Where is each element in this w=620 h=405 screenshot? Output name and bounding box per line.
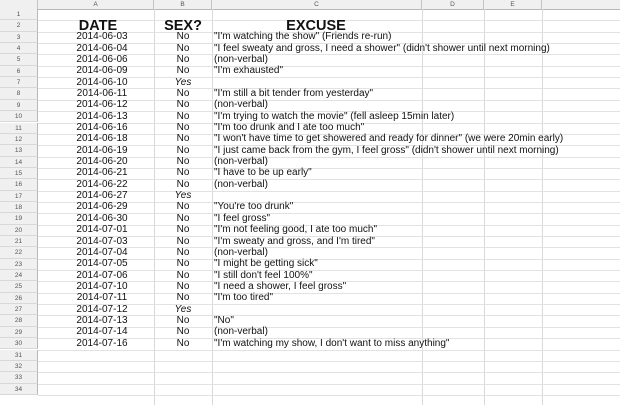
grid-line [38,350,620,351]
sex-cell[interactable]: No [176,280,190,292]
select-all-corner[interactable] [0,0,38,9]
date-cell[interactable]: 2014-06-19 [76,144,128,156]
excuse-cell[interactable]: (non-verbal) [214,156,268,168]
sex-cell[interactable]: No [176,212,190,224]
row-header[interactable]: 23 [0,259,38,270]
row-header[interactable]: 22 [0,247,38,258]
row-header[interactable]: 14 [0,157,38,168]
row-header[interactable]: 26 [0,293,38,304]
sex-cell[interactable]: No [176,144,190,156]
excuse-cell[interactable]: "I'm not feeling good, I ate too much" [214,224,377,236]
sex-cell[interactable]: No [176,31,190,43]
sex-cell[interactable]: No [176,201,190,213]
date-cell[interactable]: 2014-06-29 [76,201,128,213]
date-cell[interactable]: 2014-07-05 [76,258,128,270]
sex-cell[interactable]: No [176,53,190,65]
date-cell[interactable]: 2014-06-18 [76,133,128,145]
date-cell[interactable]: 2014-07-16 [76,337,128,349]
date-cell[interactable]: 2014-07-03 [76,235,128,247]
row-header[interactable]: 19 [0,213,38,224]
header-excuse[interactable]: EXCUSE [286,18,346,35]
grid-line [542,9,543,405]
grid-line [484,9,485,405]
excuse-cell[interactable]: "I feel gross" [214,212,271,224]
row-header[interactable]: 25 [0,281,38,292]
excuse-cell[interactable]: "I'm watching the show" (Friends re-run) [214,31,392,43]
grid-line [38,395,620,396]
sex-cell[interactable]: No [176,99,190,111]
date-cell[interactable]: 2014-07-06 [76,269,128,281]
column-header-e[interactable]: E [484,0,542,9]
date-cell[interactable]: 2014-06-12 [76,99,128,111]
excuse-cell[interactable]: "I feel sweaty and gross, I need a shower" (didn't shower until next morning) [214,42,550,54]
row-header[interactable]: 16 [0,179,38,190]
date-cell[interactable]: 2014-07-14 [76,326,128,338]
sex-cell[interactable]: No [176,42,190,54]
sex-cell[interactable]: Yes [174,303,192,315]
excuse-cell[interactable]: (non-verbal) [214,178,268,190]
sex-cell[interactable]: No [176,258,190,270]
sex-cell[interactable]: No [176,178,190,190]
row-header[interactable]: 32 [0,361,38,372]
date-cell[interactable]: 2014-06-21 [76,167,128,179]
date-cell[interactable]: 2014-07-13 [76,314,128,326]
excuse-cell[interactable]: (non-verbal) [214,53,268,65]
grid-line [38,361,620,362]
sex-cell[interactable]: No [176,65,190,77]
row-header[interactable]: 4 [0,43,38,54]
excuse-cell[interactable]: "No" [214,314,234,326]
sex-cell[interactable]: No [176,337,190,349]
sex-cell[interactable]: Yes [174,76,192,88]
excuse-cell[interactable]: (non-verbal) [214,326,268,338]
excuse-cell[interactable]: "I'm sweaty and gross, and I'm tired" [214,235,375,247]
row-header[interactable]: 6 [0,66,38,77]
row-header[interactable]: 5 [0,54,38,65]
excuse-cell[interactable]: "I'm still a bit tender from yesterday" [214,87,374,99]
date-cell[interactable]: 2014-06-09 [76,65,128,77]
excuse-cell[interactable]: "I'm trying to watch the movie" (fell asleep 15min later) [214,110,455,122]
date-cell[interactable]: 2014-07-10 [76,280,128,292]
date-cell[interactable]: 2014-06-22 [76,178,128,190]
row-header[interactable]: 11 [0,123,38,134]
date-cell[interactable]: 2014-07-01 [76,224,128,236]
row-header[interactable]: 28 [0,315,38,326]
cell-grid[interactable] [38,9,620,405]
excuse-cell[interactable]: "I have to be up early" [214,167,312,179]
date-cell[interactable]: 2014-06-10 [76,76,128,88]
sex-cell[interactable]: No [176,292,190,304]
date-cell[interactable]: 2014-07-11 [76,292,128,304]
row-header[interactable]: 12 [0,134,38,145]
excuse-cell[interactable]: "I'm watching my show, I don't want to miss anything" [214,337,450,349]
row-header[interactable]: 8 [0,88,38,99]
excuse-cell[interactable]: "I just came back from the gym, I feel gross" (didn't shower until next morning) [214,144,559,156]
sex-cell[interactable]: Yes [174,190,192,202]
sex-cell[interactable]: No [176,122,190,133]
excuse-cell[interactable]: "I won't have time to get showered and ready for dinner" (we were 20min early) [214,133,564,145]
sex-cell[interactable]: No [176,133,190,145]
sex-cell[interactable]: No [176,110,190,122]
row-header[interactable]: 7 [0,77,38,88]
date-cell[interactable]: 2014-07-12 [76,303,128,315]
sex-cell[interactable]: No [176,87,190,99]
excuse-cell[interactable]: "I'm exhausted" [214,65,284,77]
row-header[interactable]: 3 [0,32,38,43]
date-cell[interactable]: 2014-06-16 [76,122,128,133]
date-cell[interactable]: 2014-06-13 [76,110,128,122]
sex-cell[interactable]: No [176,326,190,338]
column-header-d[interactable]: D [422,0,484,9]
excuse-cell[interactable]: (non-verbal) [214,99,268,111]
sex-cell[interactable]: No [176,167,190,179]
sex-cell[interactable]: No [176,314,190,326]
row-header[interactable]: 2 [0,20,38,31]
grid-line [38,384,620,385]
excuse-cell[interactable]: "You're too drunk" [214,201,294,213]
grid-line [38,372,620,373]
sex-cell[interactable]: No [176,235,190,247]
column-header-b[interactable]: B [154,0,212,9]
column-header-c[interactable]: C [212,0,422,9]
date-cell[interactable]: 2014-06-03 [76,31,128,43]
row-header[interactable]: 21 [0,236,38,247]
sex-cell[interactable]: No [176,156,190,168]
excuse-cell[interactable]: (non-verbal) [214,246,268,258]
date-cell[interactable]: 2014-06-06 [76,53,128,65]
row-header[interactable]: 15 [0,168,38,179]
date-cell[interactable]: 2014-06-20 [76,156,128,168]
excuse-cell[interactable]: "I still don't feel 100%" [214,269,313,281]
row-header[interactable]: 10 [0,111,38,122]
row-header[interactable]: 20 [0,225,38,236]
header-sex[interactable]: SEX? [164,18,202,35]
column-header-a[interactable]: A [38,0,154,9]
date-cell[interactable]: 2014-06-11 [76,87,128,99]
excuse-cell[interactable]: "I'm too tired" [214,292,274,304]
row-header[interactable]: 9 [0,100,38,111]
sex-cell[interactable]: No [176,269,190,281]
row-header[interactable]: 17 [0,191,38,202]
row-header[interactable]: 30 [0,338,38,349]
sex-cell[interactable]: No [176,246,190,258]
date-cell[interactable]: 2014-06-30 [76,212,128,224]
row-header[interactable]: 18 [0,202,38,213]
row-header[interactable]: 24 [0,270,38,281]
grid-line [212,9,213,405]
row-header[interactable]: 13 [0,145,38,156]
row-header[interactable]: 34 [0,384,38,395]
row-header[interactable]: 27 [0,304,38,315]
row-header[interactable]: 33 [0,372,38,383]
date-cell[interactable]: 2014-06-27 [76,190,128,202]
row-header[interactable]: 31 [0,350,38,361]
date-cell[interactable]: 2014-07-04 [76,246,128,258]
sex-cell[interactable]: No [176,224,190,236]
row-header[interactable]: 1 [0,9,38,20]
row-header[interactable]: 29 [0,327,38,338]
excuse-cell[interactable]: "I'm too drunk and I ate too much" [214,122,365,133]
excuse-cell[interactable]: "I might be getting sick" [214,258,318,270]
excuse-cell[interactable]: "I need a shower, I feel gross" [214,280,347,292]
date-cell[interactable]: 2014-06-04 [76,42,128,54]
header-date[interactable]: DATE [78,18,118,35]
